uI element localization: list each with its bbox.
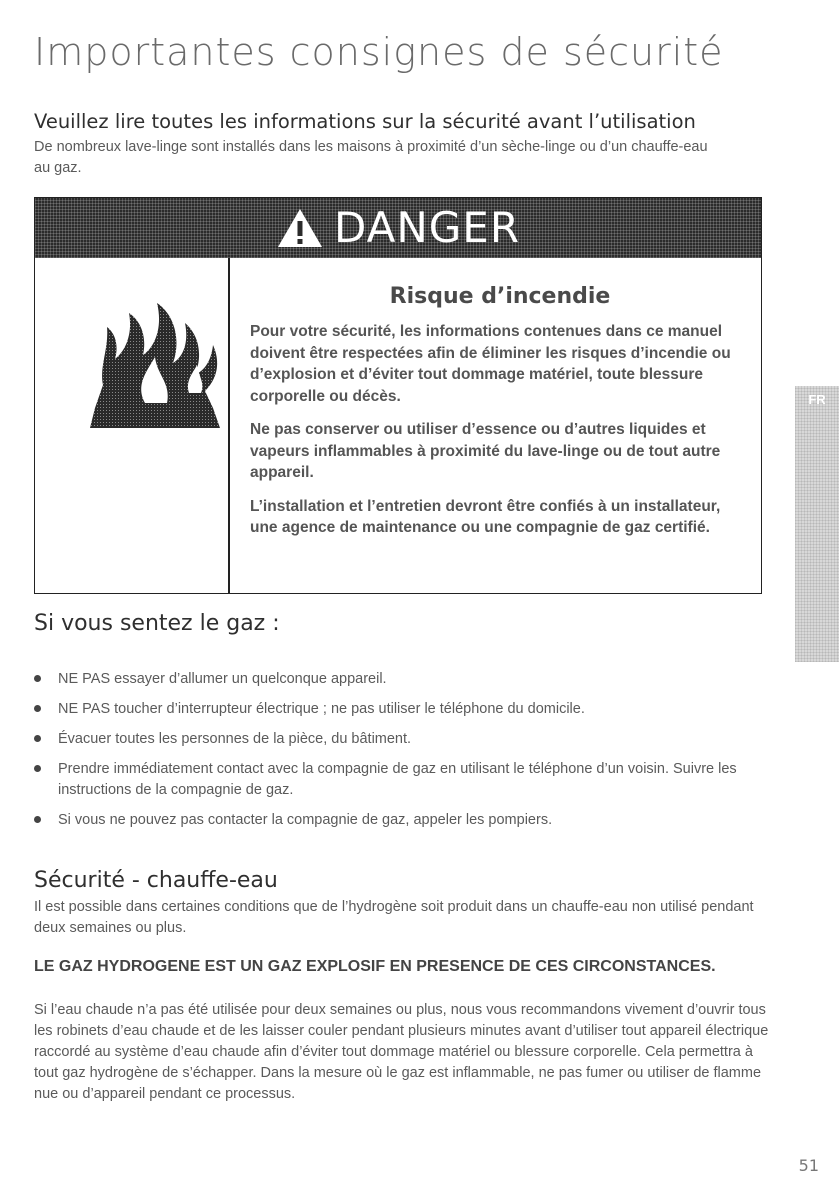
list-item-text: NE PAS toucher d’interrupteur électrique ; ne pas utiliser le téléphone du domicile.	[58, 701, 585, 717]
gas-section-heading: Si vous sentez le gaz :	[34, 611, 280, 636]
danger-header	[35, 198, 761, 258]
danger-paragraph: Ne pas conserver ou utiliser d’essence ou d’autres liquides et vapeurs inflammables à proximité du lave-linge ou de tout autre appareil.	[250, 421, 721, 481]
danger-paragraph: Pour votre sécurité, les informations contenues dans ce manuel doivent être respectées afin de éliminer les risques d’incendie ou d’explosion et d’éviter tout dommage matériel, toute blessure corporelle ou décès.	[250, 323, 731, 405]
language-tab-label: FR	[808, 392, 826, 407]
list-item	[34, 729, 794, 750]
danger-paragraph: L’installation et l’entretien devront être confiés à un installateur, une agence de maintenance ou une compagnie de gaz certifié.	[250, 497, 721, 536]
water-heater-heading: Sécurité - chauffe-eau	[34, 868, 278, 893]
bullet-icon	[34, 705, 41, 712]
gas-instructions-list	[34, 669, 794, 840]
list-item-text: Si vous ne pouvez pas contacter la compagnie de gaz, appeler les pompiers.	[58, 812, 553, 828]
list-item-text: Évacuer toutes les personnes de la pièce, du bâtiment.	[58, 731, 412, 747]
bullet-icon	[34, 816, 41, 823]
bullet-icon	[34, 735, 41, 742]
water-heater-body: Si l’eau chaude n’a pas été utilisée pour deux semaines ou plus, nous vous recommandons vivement d’ouvrir tous les robinets d’eau chaude et de les laisser couler pendant plusieurs minutes avant d’utiliser tout appareil électrique raccordé au système d’eau chaude afin d’éviter tout dommage matériel ou blessure corporelle. Cela permettra à tout gaz hydrogène de s’échapper. Dans la mesure où le gaz est inflammable, ne pas fumer ou utiliser de flamme nue ou d’appareil pendant ce processus.	[34, 1002, 769, 1102]
list-item	[34, 699, 794, 720]
list-item	[34, 759, 794, 801]
list-item	[34, 810, 794, 831]
list-item	[34, 669, 794, 690]
danger-text: DANGER	[333, 203, 521, 252]
fire-icon	[85, 293, 225, 443]
danger-box	[34, 197, 762, 594]
language-tab	[795, 386, 839, 662]
danger-content	[250, 284, 750, 551]
list-item-text: NE PAS essayer d’allumer un quelconque appareil.	[58, 671, 387, 687]
page-title: Importantes consignes de sécurité	[34, 30, 724, 74]
read-section-body: De nombreux lave-linge sont installés dans les maisons à proximité d’un sèche-linge ou d’un chauffe-eau au gaz.	[34, 139, 708, 176]
warning-triangle-icon	[276, 207, 324, 249]
hydrogen-warning: LE GAZ HYDROGENE EST UN GAZ EXPLOSIF EN PRESENCE DE CES CIRCONSTANCES.	[34, 958, 716, 975]
water-heater-intro: Il est possible dans certaines conditions que de l’hydrogène soit produit dans un chauffe-eau non utilisé pendant deux semaines ou plus.	[34, 899, 754, 936]
bullet-icon	[34, 675, 41, 682]
risk-title: Risque d’incendie	[389, 284, 611, 309]
danger-label	[276, 204, 520, 252]
read-section-heading: Veuillez lire toutes les informations sur la sécurité avant l’utilisation	[34, 110, 696, 133]
bullet-icon	[34, 765, 41, 772]
danger-divider	[228, 258, 230, 593]
list-item-text: Prendre immédiatement contact avec la compagnie de gaz en utilisant le téléphone d’un voisin. Suivre les instructions de la compagnie de gaz.	[58, 761, 737, 798]
page-number: 51	[798, 1156, 819, 1175]
